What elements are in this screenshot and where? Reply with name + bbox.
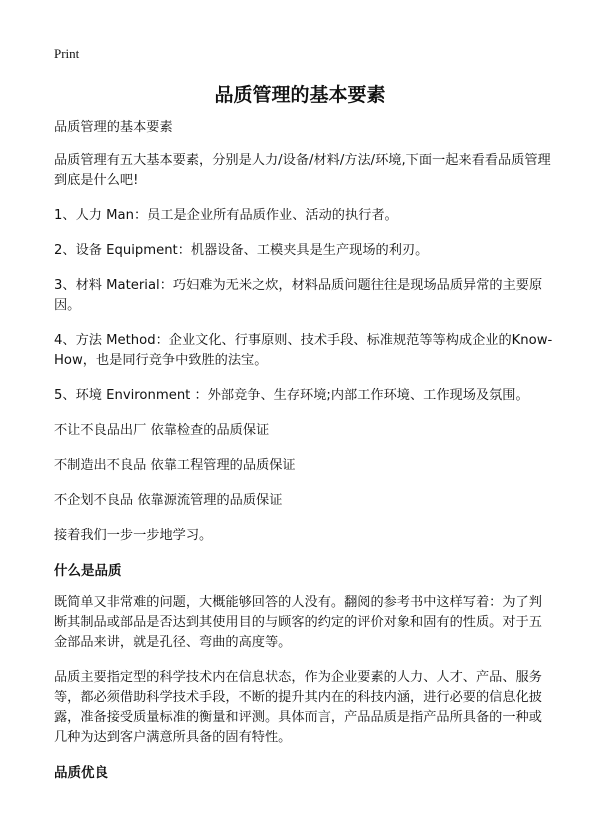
element-item-environment: 5、环境 Environment ：外部竞争、生存环境;内部工作环境、工作现场及氛围。 bbox=[54, 388, 529, 403]
page-title: 品质管理的基本要素 bbox=[214, 84, 386, 106]
section-heading-what-is-quality: 什么是品质 bbox=[54, 563, 122, 579]
section-heading-quality-excellence: 品质优良 bbox=[54, 765, 108, 781]
intro-paragraph: 品质管理有五大基本要素，分别是人力/设备/材料/方法/环境,下面一起来看看品质管理到底是什么吧! bbox=[54, 153, 551, 188]
principle-source: 不企划不良品 依靠源流管理的品质保证 bbox=[54, 493, 283, 508]
print-link[interactable]: Print bbox=[54, 46, 80, 61]
next-step-text: 接着我们一步一步地学习。 bbox=[54, 528, 213, 543]
document-body bbox=[54, 118, 554, 795]
document-subtitle: 品质管理的基本要素 bbox=[54, 120, 173, 135]
element-item-equipment: 2、设备 Equipment：机器设备、工模夹具是生产现场的利刃。 bbox=[54, 243, 429, 258]
element-item-material: 3、材料 Material：巧妇难为无米之炊，材料品质问题往往是现场品质异常的主要原因。 bbox=[54, 278, 543, 313]
principle-inspection: 不让不良品出厂 依靠检查的品质保证 bbox=[54, 423, 270, 438]
section1-paragraph: 既简单又非常难的问题，大概能够回答的人没有。翻阅的参考书中这样写着：为了判断其制品或部品是否达到其使用目的与顾客的约定的评价对象和固有的性质。对于五金部品来讲，就是孔径、弯曲的高度等。 bbox=[54, 595, 542, 650]
element-item-man: 1、人力 Man：员工是企业所有品质作业、活动的执行者。 bbox=[54, 208, 398, 223]
element-item-method: 4、方法 Method：企业文化、行事原则、技术手段、标准规范等等构成企业的Know-How，也是同行竞争中致胜的法宝。 bbox=[54, 333, 553, 368]
section1-paragraph: 品质主要指定型的科学技术内在信息状态，作为企业要素的人力、人才、产品、服务等，都必须借助科学技术手段，不断的提升其内在的科技内涵，进行必要的信息化披露，准备接受质量标准的衡量和评测。具体而言，产品品质是指产品所具备的一种或几种为达到客户满意所具备的固有特性。 bbox=[54, 670, 542, 745]
principle-process: 不制造出不良品 依靠工程管理的品质保证 bbox=[54, 458, 296, 473]
